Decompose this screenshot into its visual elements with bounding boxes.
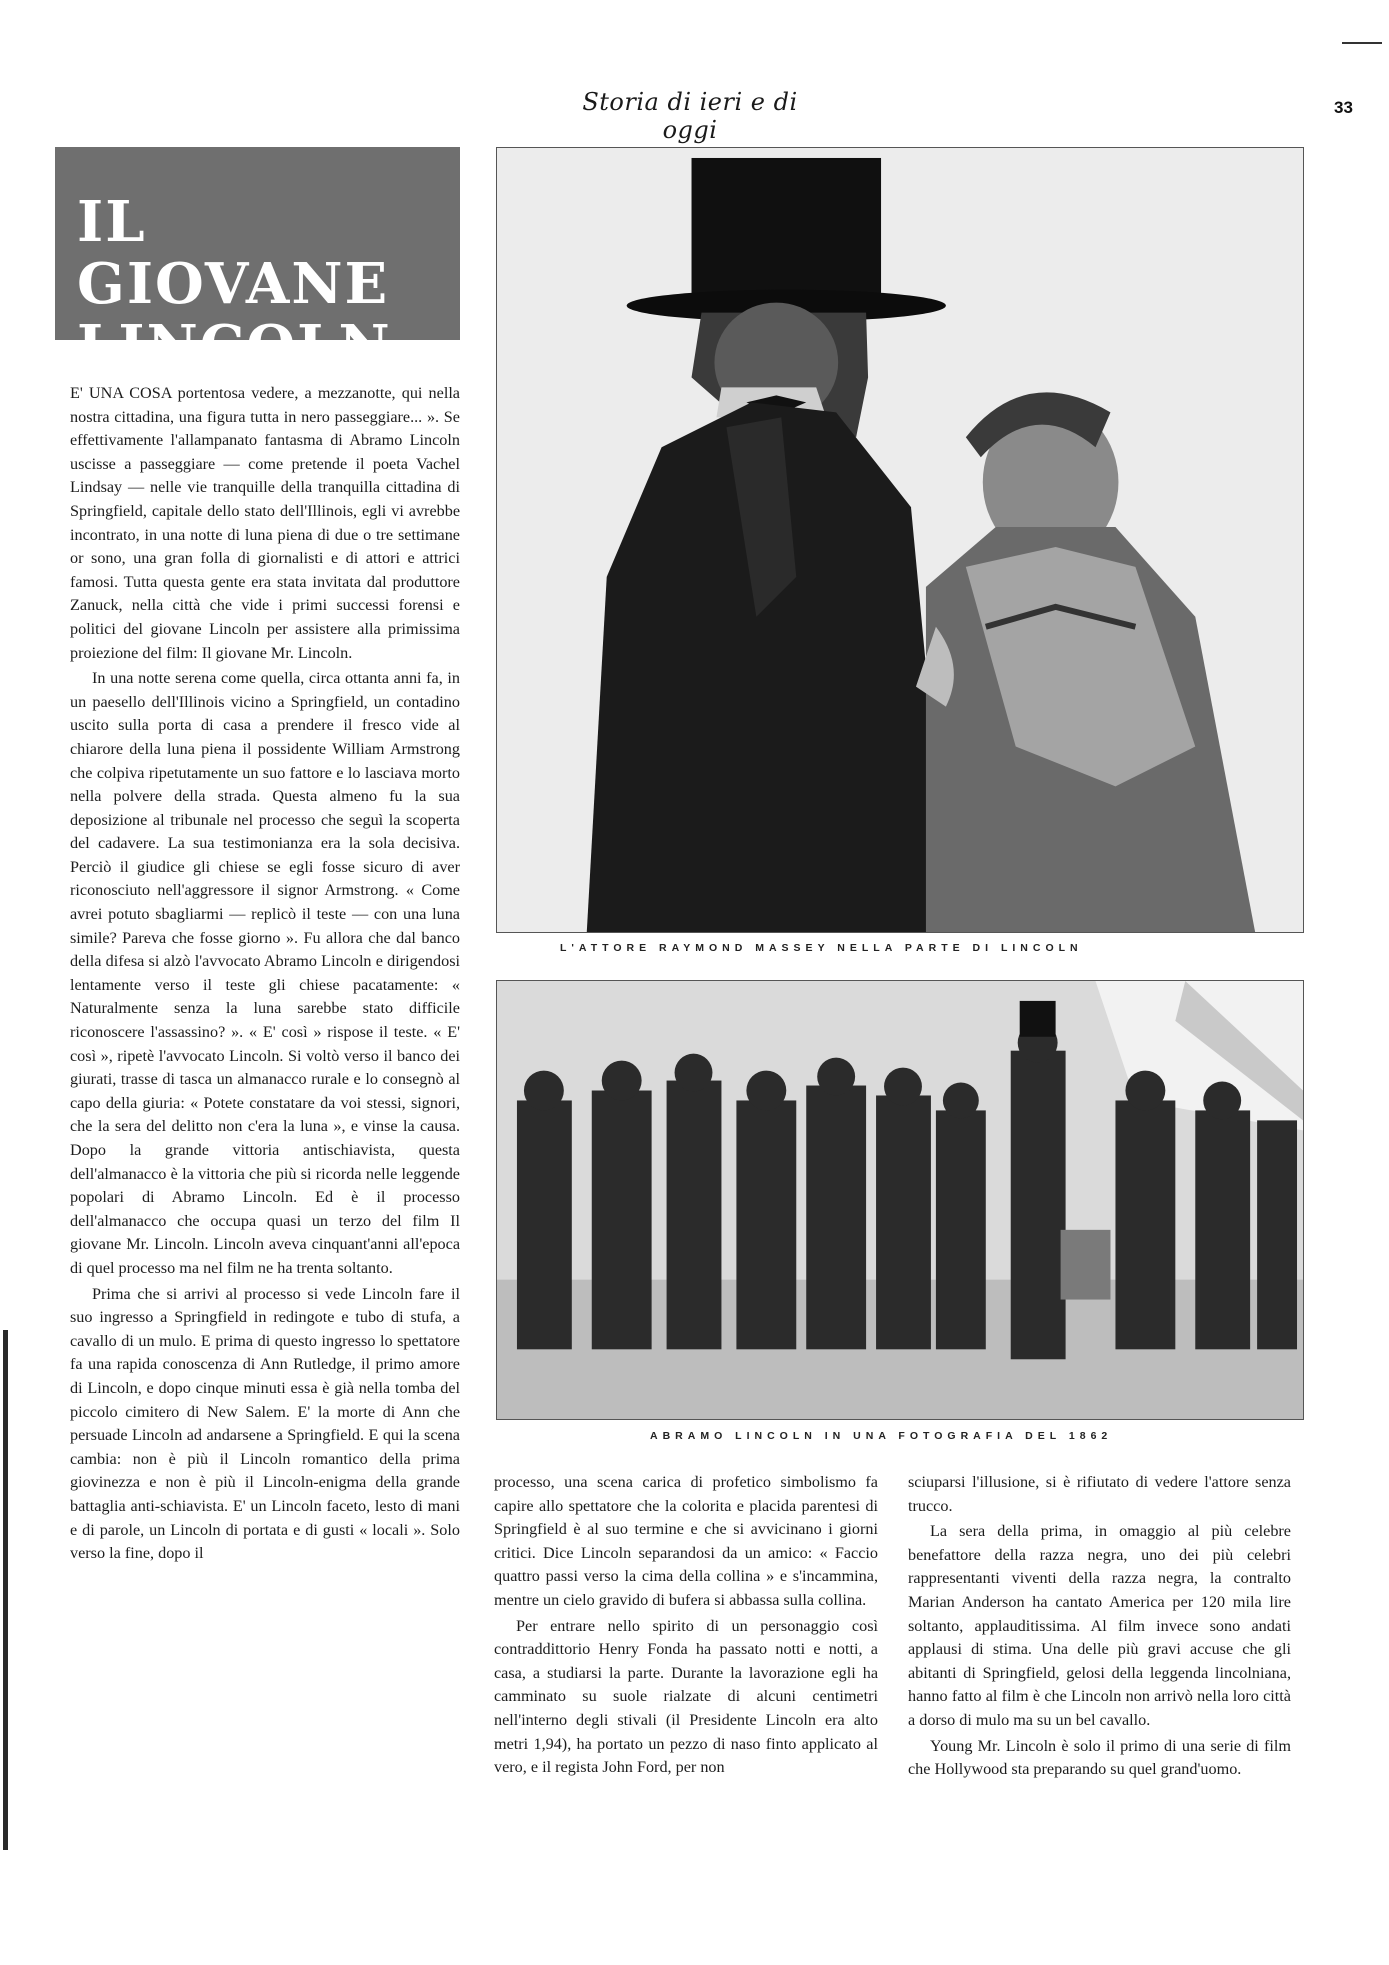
article-title-box <box>55 147 460 379</box>
paragraph: processo, una scena carica di profetico simbolismo fa capire allo spettatore che la colorita e placida parentesi di Springfield è al suo termine e che si avvicinano i giorni critici. Dice Lincoln separandosi da un amico: « Faccio quattro passi verso la cima della collina » e s'incammina, mentre un cielo gravido di bufera si abbassa sulla collina. <box>494 1473 878 1609</box>
paragraph: Young Mr. Lincoln è solo il primo di una serie di film che Hollywood sta preparando su quel grand'uomo. <box>908 1736 1291 1779</box>
photo-lincoln-1862-illustration <box>497 981 1303 1419</box>
photo-raymond-massey <box>496 147 1304 933</box>
photo-caption-2: ABRAMO LINCOLN IN UNA FOTOGRAFIA DEL 1862 <box>650 1430 1113 1442</box>
paragraph: La sera della prima, in omaggio al più celebre benefattore della razza negra, uno dei più celebri rappresentanti viventi della razza negra, la contralto Marian Anderson ha cantato America per 120 mila lire soltanto, applauditissima. Al film invece sono andati applausi di stima. Una delle più gravi accuse che gli abitanti di Springfield, gelosi della leggenda lincolniana, hanno fatto al film è che Lincoln non arrivò nella loro città a dorso di mulo ma su un bel cavallo. <box>908 1522 1291 1729</box>
article-column-2 <box>494 1471 878 1901</box>
paragraph: Per entrare nello spirito di un personaggio così contraddittorio Henry Fonda ha passato notti e notti, a casa, a studiarsi la parte. Durante la lavorazione egli ha camminato su suole rialzate di alcuni centimetri nell'interno degli stivali (il Presidente Lincoln era alto metri 1,94), ha portato un pezzo di naso finto applicato al vero, e il regista John Ford, per non <box>494 1616 878 1777</box>
article-column-1 <box>70 382 460 1902</box>
binding-margin-mark <box>3 1330 8 1850</box>
article-column-3 <box>908 1471 1291 1901</box>
corner-mark <box>1342 42 1382 44</box>
photo-caption-1: L'ATTORE RAYMOND MASSEY NELLA PARTE DI LINCOLN <box>560 942 1083 954</box>
title-line-2: LINCOLN <box>77 313 392 379</box>
page-number: 33 <box>1334 98 1353 117</box>
paragraph: sciuparsi l'illusione, si è rifiutato di vedere l'attore senza trucco. <box>908 1473 1291 1515</box>
paragraph: In una notte serena come quella, circa ottanta anni fa, in un paesello dell'Illinois vicino a Springfield, un contadino uscito sulla porta di casa a prendere il fresco vide al chiarore della luna piena il possidente William Armstrong che colpiva ripetutamente un suo fattore e lo lasciava morto nella polvere della strada. Questa almeno fu la sua deposizione al tribunale nel processo che seguì la scoperta del cadavere. La sua testimonianza era la sola decisiva. Perciò il giudice gli chiese se egli fosse sicuro di aver riconosciuto nell'aggressore il signor Armstrong. « Come avrei potuto sbagliarmi — replicò il teste — con una luna simile? Pareva che fosse giorno ». Fu allora che dal banco della difesa si alzò l'avvocato Abramo Lincoln e dirigendosi lentamente verso il teste gli chiese pacatamente: « Naturalmente senza la luna sarebbe stato difficile riconoscere l'assassino? ». « E' così » rispose il teste. « E' così », ripetè l'avvocato Lincoln. Si voltò verso il banco dei giurati, trasse di tasca un almanacco rurale e lo consegnò al capo della giuria: « Potete constatare da voi stessi, signori, che la sera del delitto non c'era la luna », e vinse la causa. Dopo la grande vittoria antischiavista, questa dell'almanacco è la vittoria che più si ricorda nelle leggende popolari di Abramo Lincoln. Ed è il processo dell'almanacco che occupa quasi un terzo del film Il giovane Mr. Lincoln. Lincoln aveva cinquant'anni all'epoca di quel processo ma nel film ne ha trenta soltanto. <box>70 669 460 1277</box>
title-line-1: IL GIOVANE <box>77 189 390 317</box>
photo-raymond-massey-illustration <box>497 148 1303 932</box>
photo-lincoln-1862 <box>496 980 1304 1420</box>
paragraph: Prima che si arrivi al processo si vede Lincoln fare il suo ingresso a Springfield in redingote e tubo di stufa, a cavallo di un mulo. E prima di questo ingresso lo spettatore fa una rapida conoscenza di Ann Rutledge, il primo amore di Lincoln, e dopo cinque minuti essa è già nella tomba del piccolo cimitero di New Salem. E' la morte di Ann che persuade Lincoln ad andarsene a Springfield. E qui la scena cambia: non è più il Lincoln romantico della prima giovinezza e non è più il Lincoln-enigma della grande battaglia anti-schiavista. E' un Lincoln faceto, lesto di mani e di parole, un Lincoln di portata e di gusti « locali ». Solo verso la fine, dopo il <box>70 1284 460 1563</box>
paragraph: E' UNA COSA portentosa vedere, a mezzanotte, qui nella nostra cittadina, una figura tutta in nero passeggiare... ». Se effettivamente l'allampanato fantasma di Abramo Lincoln uscisse a passeggiare — come pretende il poeta Vachel Lindsay — nelle vie tranquille della tranquilla cittadina di Springfield, capitale dello stato dell'Illinois, egli vi avrebbe incontrato, in una notte di luna piena di due o tre settimane or sono, una gran folla di giornalisti e di attori e attrici famosi. Tutta questa gente era stata invitata dal produttore Zanuck, nella città che vide i primi successi forensi e politici del giovane Lincoln per assistere alla primissima proiezione del film: Il giovane Mr. Lincoln. <box>70 384 460 662</box>
running-title: Storia di ieri e di oggi <box>582 88 798 144</box>
